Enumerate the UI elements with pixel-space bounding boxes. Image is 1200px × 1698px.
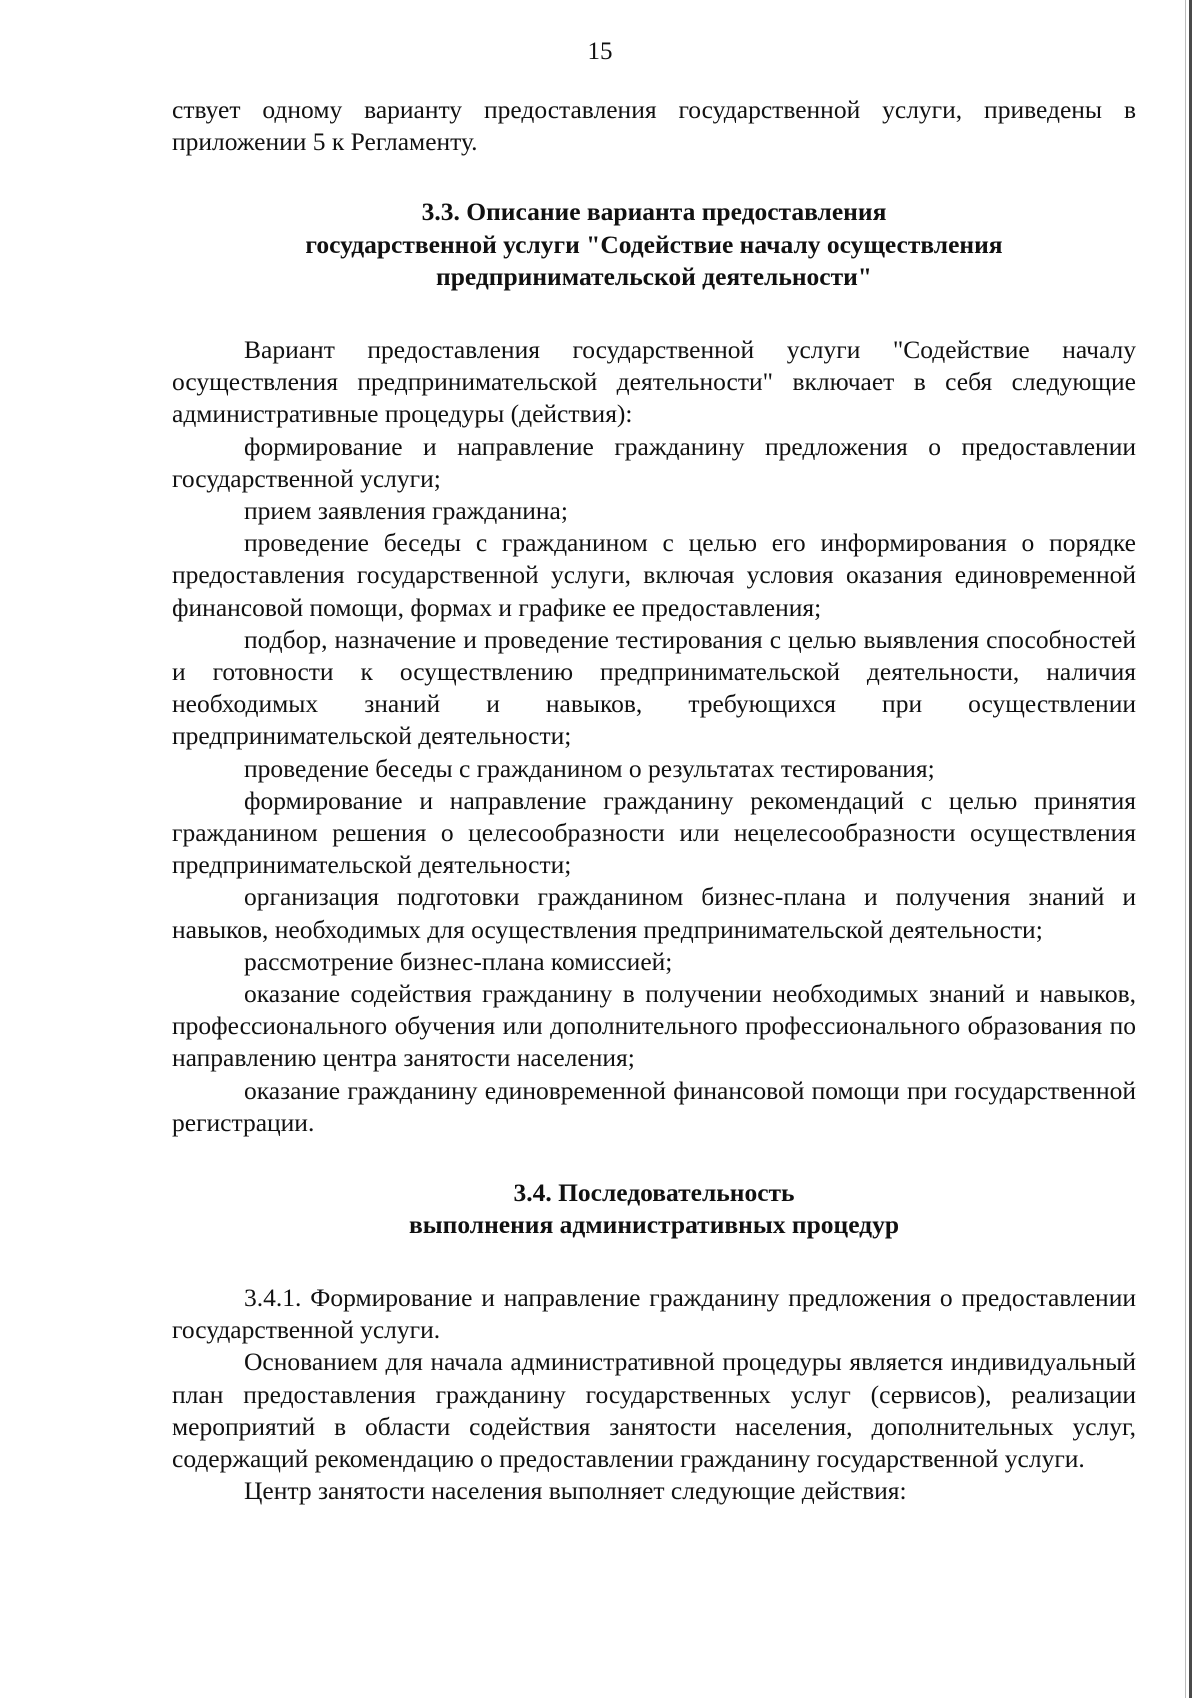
heading-line: 3.3. Описание варианта предоставления — [421, 197, 887, 227]
list-item: оказание содействия гражданину в получении необходимых знаний и навыков, профессионального обучения или дополнительного профессионального образования по направлению центра занятости населения; — [172, 978, 1136, 1073]
list-item: проведение беседы с гражданином о результатах тестирования; — [244, 753, 935, 783]
list-item: оказание гражданину единовременной финансовой помощи при государственной регистрации. — [172, 1075, 1136, 1137]
scan-edge-line — [1189, 0, 1192, 1698]
list-item: организация подготовки гражданином бизнес-плана и получения знаний и навыков, необходимых для осуществления предпринимательской деятельности; — [172, 882, 1136, 944]
paragraph: Центр занятости населения выполняет следующие действия: — [244, 1476, 907, 1506]
paragraph: Вариант предоставления государственной услуги "Содействие началу осуществления предпринимательской деятельности" включает в себя следующие административные процедуры (действия): — [172, 334, 1136, 429]
heading-line: 3.4. Последовательность — [513, 1177, 795, 1207]
list-item: проведение беседы с гражданином с целью его информирования о порядке предоставления государственной услуги, включая условия оказания единовременной финансовой помощи, формах и графике ее предоставления; — [172, 528, 1136, 622]
list-item: формирование и направление гражданину предложения о предоставлении государственной услуги; — [172, 431, 1136, 493]
section-3-3-heading — [172, 196, 1136, 294]
section-3-4-heading — [172, 1177, 1136, 1242]
intro-paragraph: ствует одному варианту предоставления государственной услуги, приведены в приложении 5 к Регламенту. — [172, 95, 1136, 157]
scan-edge-shadow — [1185, 0, 1186, 1698]
list-item: формирование и направление гражданину рекомендаций с целью принятия гражданином решения о целесообразности или нецелесообразности осуществления предпринимательской деятельности; — [172, 785, 1136, 880]
heading-line: предпринимательской деятельности" — [436, 262, 872, 292]
list-item: рассмотрение бизнес-плана комиссией; — [244, 946, 673, 976]
page-number: 15 — [587, 38, 613, 65]
list-item: прием заявления гражданина; — [244, 495, 568, 525]
document-body — [172, 94, 1136, 1507]
heading-line: государственной услуги "Содействие началу осуществления — [305, 229, 1003, 259]
paragraph: Основанием для начала административной процедуры является индивидуальный план предоставления гражданину государственных услуг (сервисов), реализации мероприятий в области содействия занятости населения, дополнительных услуг, содержащий рекомендацию о предоставлении гражданину государственной услуги. — [172, 1347, 1136, 1473]
list-item: подбор, назначение и проведение тестирования с целью выявления способностей и готовности к осуществлению предпринимательской деятельности, наличия необходимых знаний и навыков, требующихся при осуществлении предпринимательской деятельности; — [172, 624, 1136, 751]
paragraph: 3.4.1. Формирование и направление гражданину предложения о предоставлении государственной услуги. — [172, 1282, 1136, 1345]
heading-line: выполнения административных процедур — [408, 1210, 900, 1240]
